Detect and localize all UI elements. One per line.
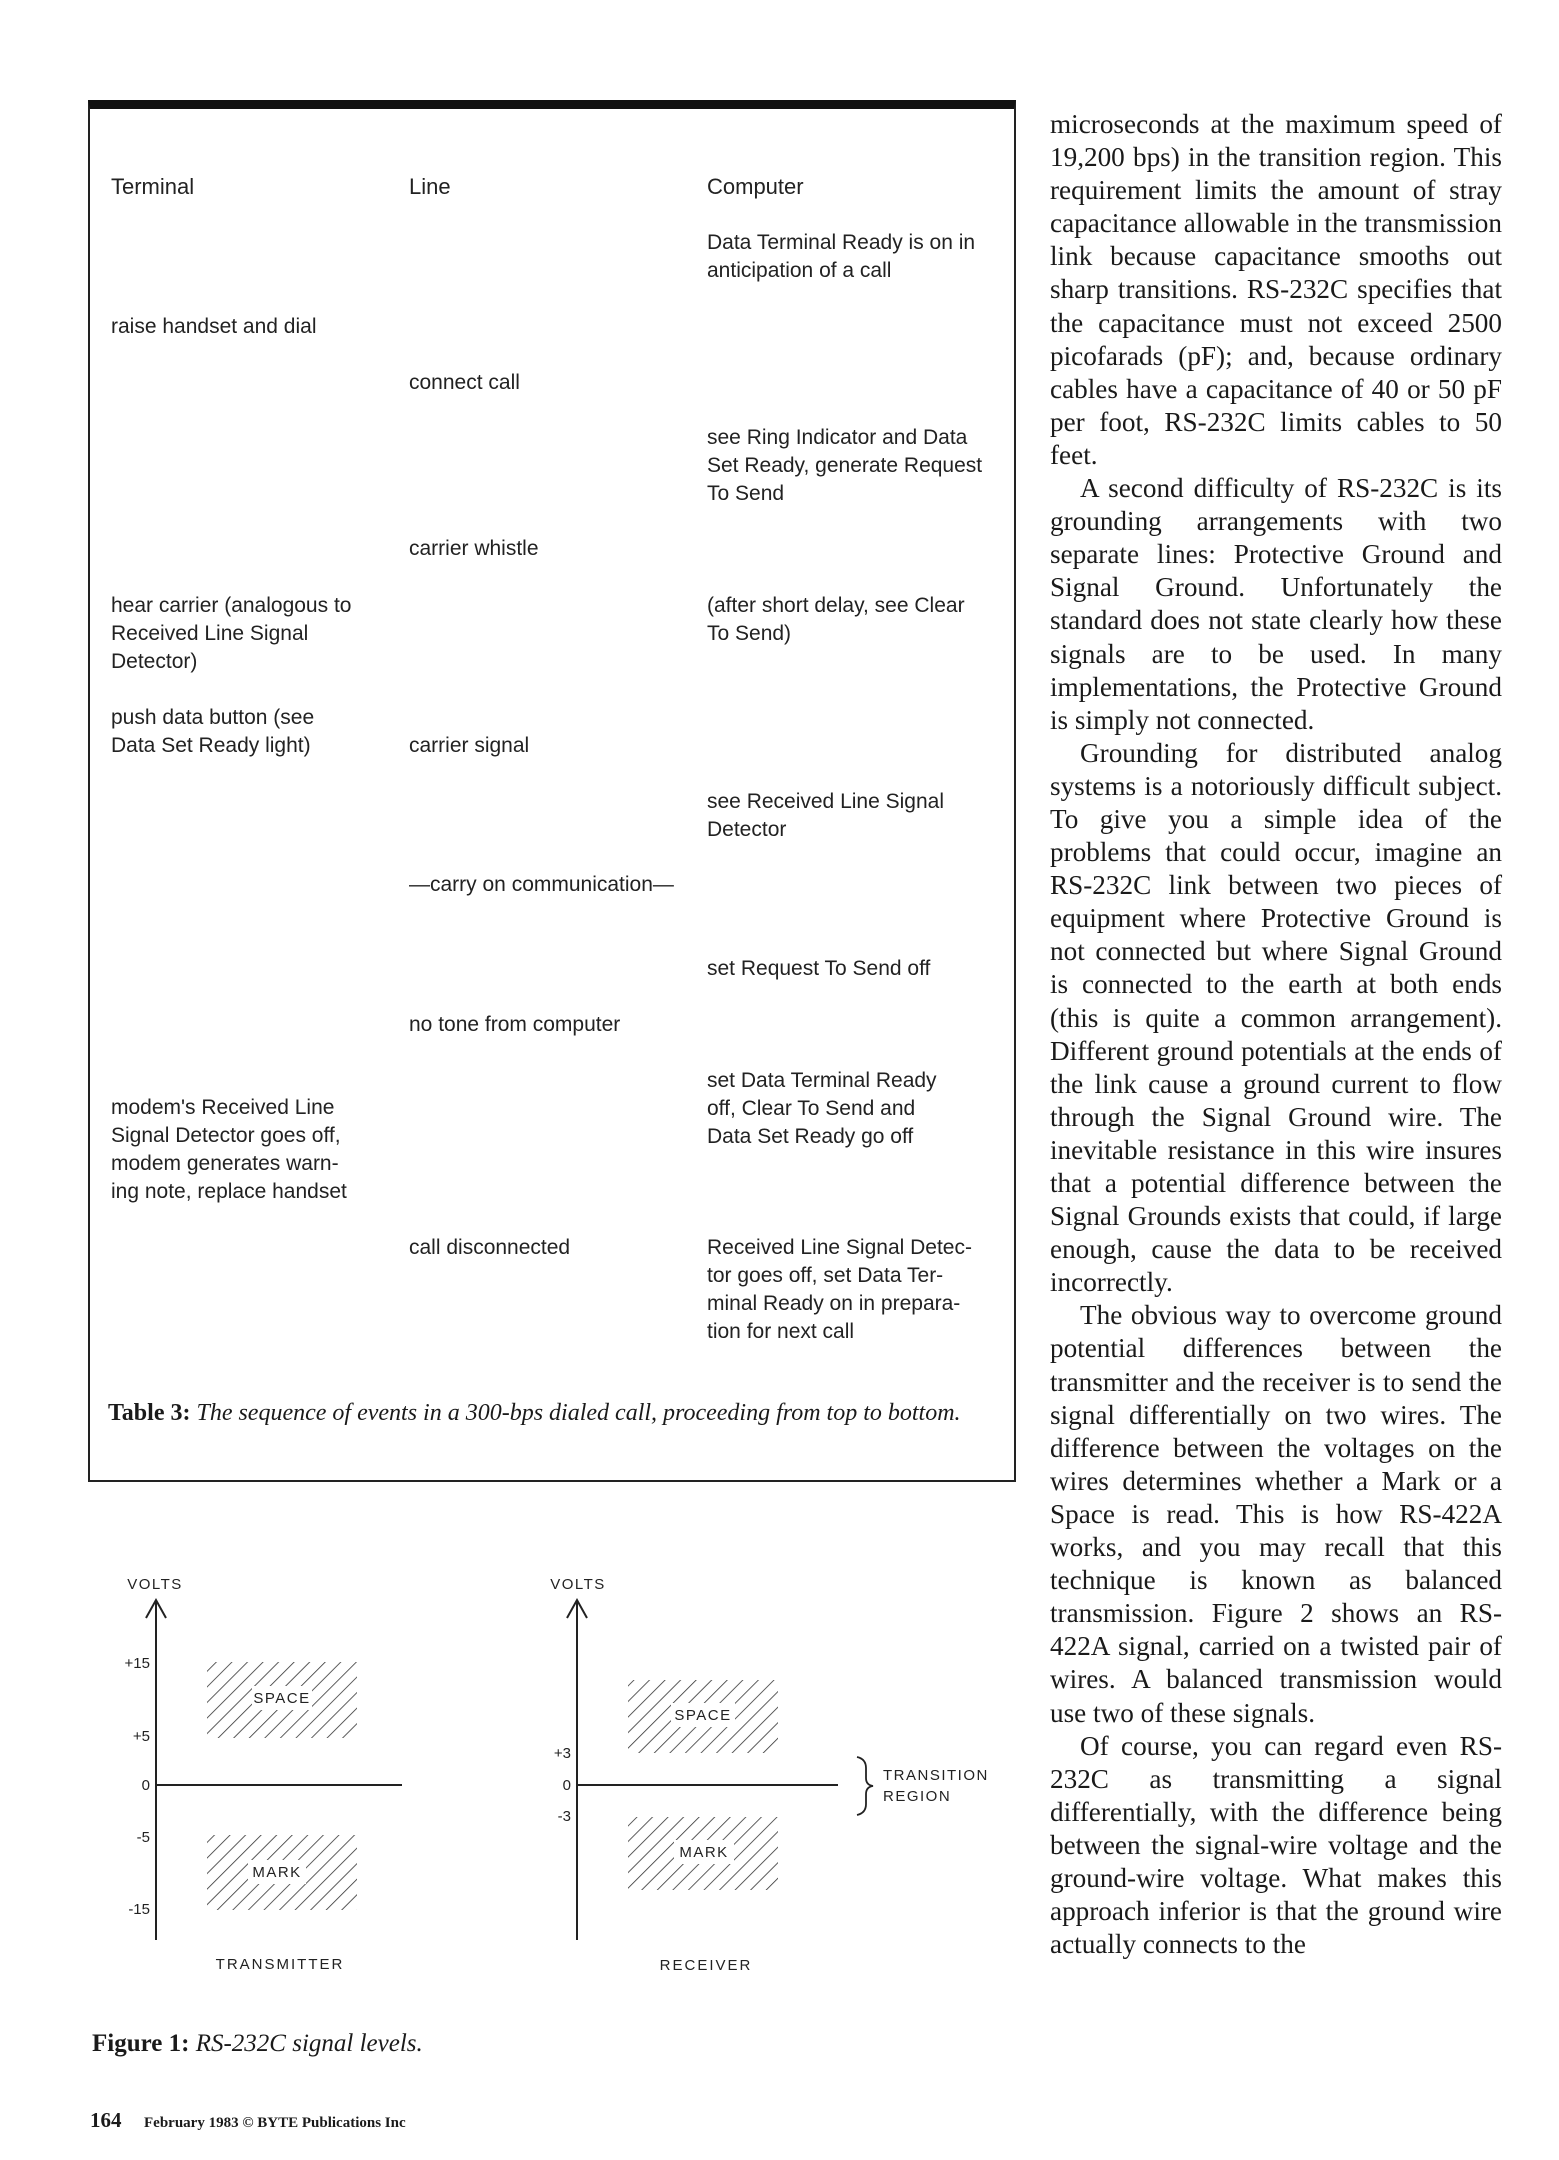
table-cell: raise handset and dial (111, 315, 317, 338)
transmitter-mark-label: MARK (252, 1864, 302, 1881)
page-footer (90, 2108, 406, 2133)
receiver-title: RECEIVER (659, 1957, 753, 1974)
receiver-mark-label: MARK (679, 1844, 729, 1861)
figure-1-caption-text: RS-232C signal levels. (195, 2030, 423, 2057)
table-cell: call disconnected (409, 1236, 571, 1259)
tick-label: +3 (553, 1745, 571, 1762)
transmitter-space-label: SPACE (253, 1690, 311, 1707)
figure-1-caption (92, 2030, 423, 2058)
paragraph: Grounding for distributed analog systems is a notoriously difficult subject. To give you a simple idea of the problems that could occur, imagine an RS-232C link between two pieces of equipment where Protective Ground is not connected but where Signal Ground is connected to the earth at both ends (this is quite a common arrangement). Different ground potentials at the ends of the link cause a ground current to flow through the Signal Ground wire. The inevitable resistance in this wire insures that a potential difference between the Signal Grounds exists that could, if large enough, cause the data to be received incorrectly. (1050, 737, 1502, 1298)
table-cell: no tone from computer (409, 1013, 621, 1036)
figure-1-signal-levels (100, 1560, 1020, 2000)
table-cell: Data Terminal Ready is on in anticipation of a call (707, 231, 976, 282)
table-cell: carrier whistle (409, 537, 539, 560)
transition-region-label-2: REGION (883, 1788, 952, 1805)
page-number: 164 (90, 2108, 122, 2132)
receiver-axis-label: VOLTS (550, 1576, 606, 1593)
paragraph: A second difficulty of RS-232C is its grounding arrangements with two separate lines: Protective Ground and Signal Ground. Unfortunately the standard does not state clearly how these signals are to be used. In many implementations, the Protective Ground is simply not connected. (1050, 473, 1502, 735)
table-cell: set Data Terminal Ready off, Clear To Send and Data Set Ready go off (707, 1069, 937, 1148)
table-cell: (after short delay, see Clear To Send) (707, 594, 965, 645)
tick-label: +15 (124, 1655, 150, 1672)
header-computer: Computer (707, 174, 804, 199)
tick-label: 0 (562, 1777, 571, 1794)
table-cell: hear carrier (analogous to Received Line Signal Detector) (111, 594, 352, 673)
transmitter-title: TRANSMITTER (215, 1956, 345, 1973)
table-3-caption-text: The sequence of events in a 300-bps dialed call, proceeding from top to bottom. (196, 1400, 961, 1426)
table-3-caption-label: Table 3: (108, 1400, 191, 1426)
table-cell: set Request To Send off (707, 957, 931, 980)
tick-label: 0 (141, 1777, 150, 1794)
tick-label: -5 (136, 1829, 150, 1846)
table-cell: Received Line Signal Detec- tor goes off, set Data Ter- minal Ready on in prepara- tion for next call (707, 1236, 972, 1343)
table-cell: push data button (see Data Set Ready light) (111, 706, 315, 757)
receiver-space-label: SPACE (674, 1707, 732, 1724)
tick-label: -15 (128, 1901, 150, 1918)
table-cell: —carry on communication— (409, 873, 674, 896)
table-cell: see Received Line Signal Detector (707, 790, 944, 841)
table-cell: see Ring Indicator and Data Set Ready, generate Request To Send (707, 426, 983, 505)
header-terminal: Terminal (111, 174, 195, 199)
table-3-caption (108, 1397, 1003, 1429)
paragraph: The obvious way to overcome ground potential differences between the transmitter and the receiver is to send the signal differentially on two wires. The difference between the voltages on the wires determines whether a Mark or a Space is read. This is how RS-422A works, and you may recall that this technique is known as balanced transmission. Figure 2 shows an RS-422A signal, carried on a twisted pair of wires. A balanced transmission would use two of these signals. (1050, 1300, 1502, 1728)
transition-region-label-1: TRANSITION (883, 1767, 989, 1784)
table-cell: connect call (409, 371, 520, 394)
table-cell: modem's Received Line Signal Detector goes off, modem generates warn- ing note, replace handset (111, 1096, 347, 1203)
header-line: Line (409, 174, 451, 199)
table-cell: carrier signal (409, 734, 530, 757)
article-body-column (1050, 108, 1502, 1961)
tick-label: -3 (557, 1808, 571, 1825)
footer-source: February 1983 © BYTE Publications Inc (144, 2115, 406, 2131)
paragraph: Of course, you can regard even RS-232C as transmitting a signal differentially, with the difference being between the signal-wire voltage and the ground-wire voltage. What makes this approach inferior is that the ground wire actually connects to the (1050, 1730, 1502, 1960)
figure-1-caption-label: Figure 1: (92, 2030, 190, 2057)
transmitter-axis-label: VOLTS (127, 1576, 183, 1593)
transition-region-brace (857, 1757, 873, 1815)
paragraph: microseconds at the maximum speed of 19,200 bps) in the transition region. This requirement limits the amount of stray capacitance allowable in the transmission link because capacitance smooths out sharp transitions. RS-232C specifies that the capacitance must not exceed 2500 picofarads (pF); and, because ordinary cables have a capacitance of 40 or 50 pF per foot, RS-232C limits cables to 50 feet. (1050, 109, 1502, 470)
tick-label: +5 (132, 1728, 150, 1745)
